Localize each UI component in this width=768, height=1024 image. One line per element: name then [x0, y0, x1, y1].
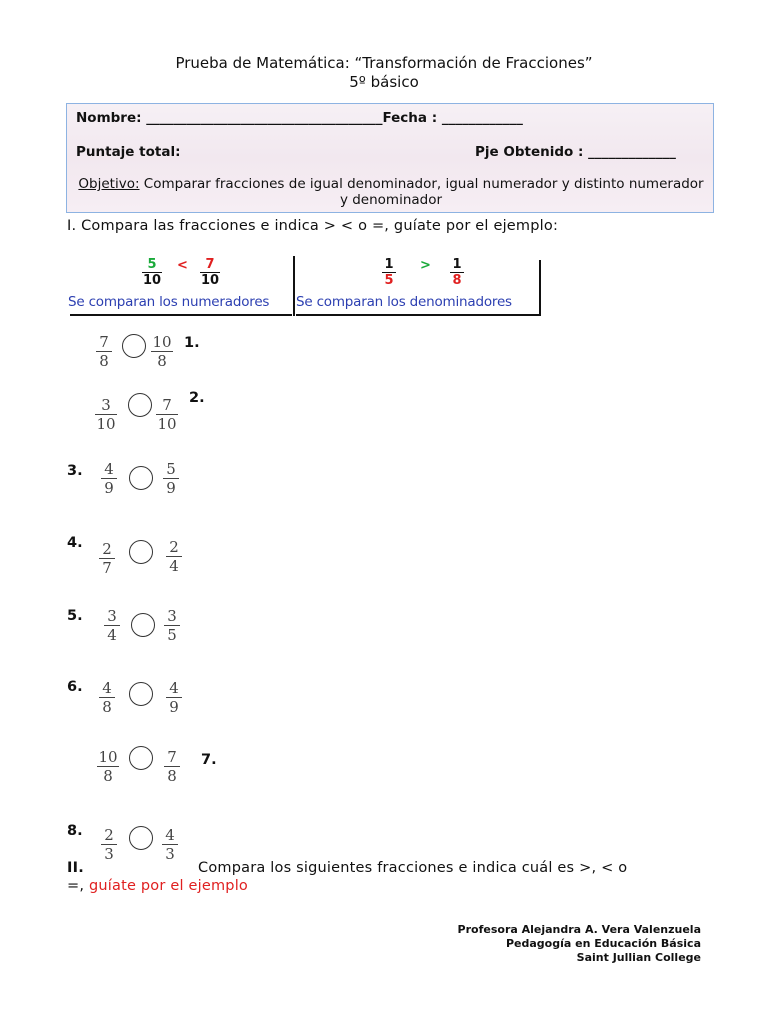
section-2-equals: =,	[67, 878, 89, 894]
q6-fraction-a	[99, 680, 115, 715]
q1-b-denominator: 8	[157, 352, 167, 370]
q5-a-numerator: 3	[107, 607, 117, 625]
q7-b-numerator: 7	[167, 748, 177, 766]
q4-answer-circle[interactable]	[129, 540, 153, 564]
footer-signature	[458, 923, 701, 965]
example1-right-denominator: 10	[200, 273, 220, 288]
q4-number: 4.	[67, 535, 83, 551]
example2-caption: Se comparan los denominadores	[296, 294, 512, 310]
q8-fraction-b	[162, 827, 178, 862]
q7-a-numerator: 10	[98, 748, 118, 766]
q3-fraction-b	[163, 461, 179, 496]
q2-number: 2.	[189, 390, 205, 406]
q7-a-denominator: 8	[103, 767, 113, 785]
q8-a-denominator: 3	[104, 845, 114, 863]
example2-sign: >	[420, 258, 431, 273]
q1-b-numerator: 10	[152, 333, 172, 351]
q3-answer-circle[interactable]	[129, 466, 153, 490]
q8-a-numerator: 2	[104, 826, 114, 844]
student-info-box	[66, 103, 714, 213]
q6-a-denominator: 8	[102, 698, 112, 716]
q8-number: 8.	[67, 823, 83, 839]
q4-fraction-b	[166, 539, 182, 574]
q6-answer-circle[interactable]	[129, 682, 153, 706]
example2-underline	[296, 314, 541, 316]
q5-b-numerator: 3	[167, 607, 177, 625]
q5-b-denominator: 5	[167, 626, 177, 644]
example1-right-numerator: 7	[205, 257, 215, 272]
q6-a-numerator: 4	[102, 679, 112, 697]
example1-sign: <	[177, 258, 188, 273]
example-divider-line	[293, 256, 295, 316]
q5-a-denominator: 4	[107, 626, 117, 644]
q2-b-denominator: 10	[157, 415, 177, 433]
q5-fraction-a	[104, 608, 120, 643]
example1-caption: Se comparan los numeradores	[68, 294, 270, 310]
q7-b-denominator: 8	[167, 767, 177, 785]
q4-b-denominator: 4	[169, 557, 179, 575]
q6-number: 6.	[67, 679, 83, 695]
example2-left-fraction	[382, 258, 396, 288]
q7-answer-circle[interactable]	[129, 746, 153, 770]
section-2-label: II.	[67, 860, 84, 876]
example1-underline	[70, 314, 292, 316]
footer-school: Saint Jullian College	[576, 951, 701, 964]
q3-fraction-a	[101, 461, 117, 496]
example1-right-fraction	[200, 258, 220, 288]
section-1-title: I. Compara las fracciones e indica > < o =, guíate por el ejemplo:	[67, 218, 559, 234]
q5-answer-circle[interactable]	[131, 613, 155, 637]
objective-text	[75, 176, 707, 208]
footer-teacher-name: Profesora Alejandra A. Vera Valenzuela	[457, 923, 701, 936]
example2-right-numerator: 1	[452, 257, 462, 272]
title-line-1: Prueba de Matemática: “Transformación de Fracciones”	[175, 54, 593, 72]
q4-a-numerator: 2	[102, 540, 112, 558]
q8-answer-circle[interactable]	[129, 826, 153, 850]
q2-a-numerator: 3	[101, 396, 111, 414]
q3-number: 3.	[67, 463, 83, 479]
example1-left-numerator: 5	[147, 257, 157, 272]
example1-left-fraction	[142, 258, 162, 288]
example2-left-denominator: 5	[384, 273, 394, 288]
q2-answer-circle[interactable]	[128, 393, 152, 417]
q7-number: 7.	[201, 752, 217, 768]
q7-fraction-b	[164, 749, 180, 784]
objective-label: Objetivo:	[78, 176, 140, 192]
page-title	[0, 54, 768, 92]
q7-fraction-a	[97, 749, 119, 784]
q3-b-numerator: 5	[166, 460, 176, 478]
q3-a-numerator: 4	[104, 460, 114, 478]
q4-b-numerator: 2	[169, 538, 179, 556]
section-2-text: Compara los siguientes fracciones e indica cuál es >, < o	[198, 860, 628, 876]
q8-b-denominator: 3	[165, 845, 175, 863]
section-2-red-text: guíate por el ejemplo	[88, 878, 248, 894]
q1-number: 1.	[184, 335, 200, 351]
objective-body: Comparar fracciones de igual denominador, igual numerador y distinto numerador y denominador	[139, 176, 704, 208]
q1-a-denominator: 8	[99, 352, 109, 370]
example2-right-denominator: 8	[452, 273, 462, 288]
q8-fraction-a	[101, 827, 117, 862]
q8-b-numerator: 4	[165, 826, 175, 844]
section-2-text-line2	[67, 878, 248, 894]
q3-a-denominator: 9	[104, 479, 114, 497]
puntaje-total-label: Puntaje total:	[76, 144, 181, 160]
q6-fraction-b	[166, 680, 182, 715]
q2-a-denominator: 10	[96, 415, 116, 433]
example-box	[68, 254, 544, 316]
example2-right-fraction	[450, 258, 464, 288]
q6-b-numerator: 4	[169, 679, 179, 697]
q2-fraction-a	[95, 397, 117, 432]
q5-fraction-b	[164, 608, 180, 643]
q3-b-denominator: 9	[166, 479, 176, 497]
q2-b-numerator: 7	[162, 396, 172, 414]
q1-a-numerator: 7	[99, 333, 109, 351]
q4-a-denominator: 7	[102, 559, 112, 577]
q6-b-denominator: 9	[169, 698, 179, 716]
example2-left-numerator: 1	[384, 257, 394, 272]
example-right-border	[539, 260, 541, 316]
pje-obtenido-line[interactable]: Pje Obtenido : _____________	[475, 144, 676, 160]
example1-left-denominator: 10	[142, 273, 162, 288]
q5-number: 5.	[67, 608, 83, 624]
nombre-fecha-line[interactable]: Nombre: ___________________________________Fecha : ____________	[76, 110, 523, 126]
title-line-2: 5º básico	[349, 73, 419, 91]
q2-fraction-b	[156, 397, 178, 432]
q1-fraction-a	[96, 334, 112, 369]
q4-fraction-a	[99, 541, 115, 576]
q1-answer-circle[interactable]	[122, 334, 146, 358]
q1-fraction-b	[151, 334, 173, 369]
footer-program: Pedagogía en Educación Básica	[505, 937, 701, 950]
